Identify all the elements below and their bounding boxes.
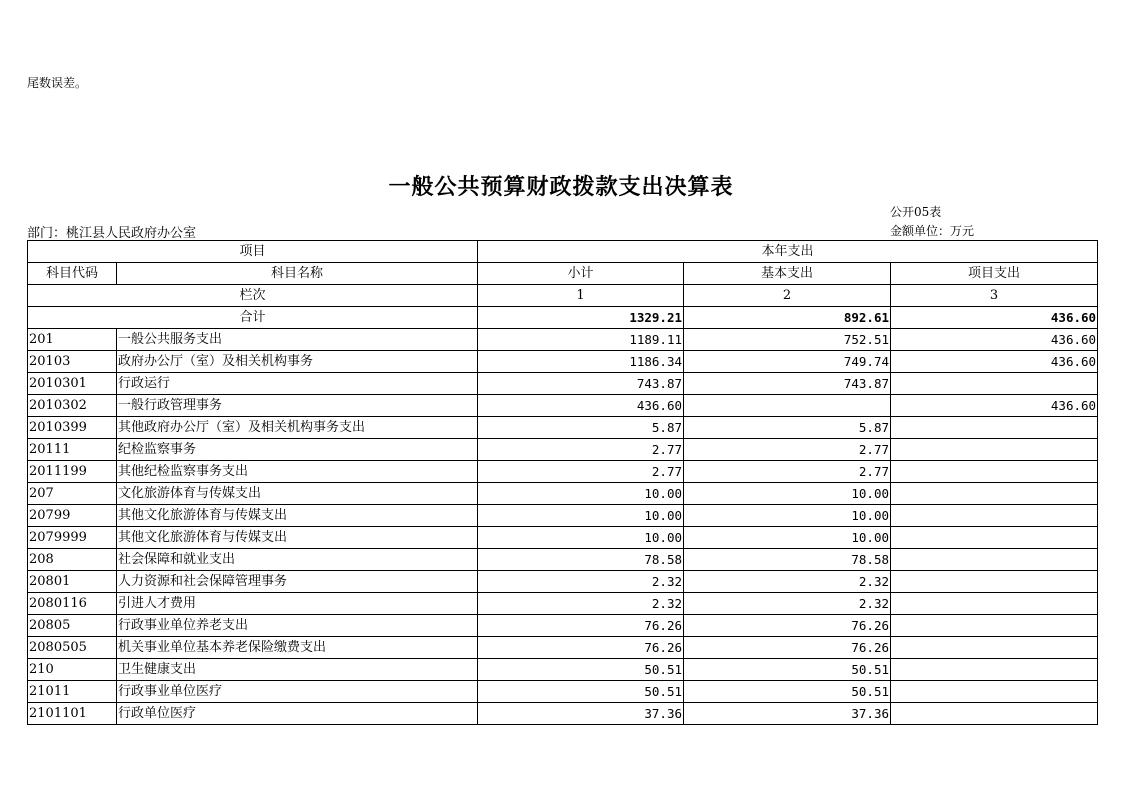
form-number: 公开05表 [890,205,942,219]
row-subtotal: 2.77 [478,439,684,461]
row-subtotal: 76.26 [478,637,684,659]
row-project [891,615,1098,637]
unit-label: 金额单位：万元 [890,224,975,238]
row-basic: 2.77 [684,461,891,483]
row-name: 其他政府办公厅（室）及相关机构事务支出 [117,417,478,439]
row-subtotal: 10.00 [478,483,684,505]
row-code: 207 [28,483,117,505]
row-name: 文化旅游体育与传媒支出 [117,483,478,505]
row-project [891,659,1098,681]
row-code: 210 [28,659,117,681]
table-row [28,439,1098,461]
column-index-3: 3 [891,285,1098,307]
row-name: 行政运行 [117,373,478,395]
header-row-2 [28,263,1098,285]
header-year-expense: 本年支出 [478,241,1098,263]
expenditure-table [27,240,1098,725]
row-name: 卫生健康支出 [117,659,478,681]
row-subtotal: 2.32 [478,571,684,593]
header-basic: 基本支出 [684,263,891,285]
row-project [891,417,1098,439]
row-basic: 76.26 [684,615,891,637]
row-code: 2011199 [28,461,117,483]
row-name: 引进人才费用 [117,593,478,615]
row-subtotal: 50.51 [478,681,684,703]
header-row-1 [28,241,1098,263]
row-subtotal: 10.00 [478,505,684,527]
row-basic: 50.51 [684,659,891,681]
row-project [891,681,1098,703]
row-name: 其他纪检监察事务支出 [117,461,478,483]
table-row [28,681,1098,703]
row-subtotal: 50.51 [478,659,684,681]
row-project [891,483,1098,505]
table-row [28,351,1098,373]
row-code: 2010302 [28,395,117,417]
table-row [28,615,1098,637]
row-project [891,703,1098,725]
table-row [28,527,1098,549]
row-basic: 37.36 [684,703,891,725]
row-name: 机关事业单位基本养老保险缴费支出 [117,637,478,659]
row-project [891,373,1098,395]
row-subtotal: 2.77 [478,461,684,483]
row-basic [684,395,891,417]
row-basic: 752.51 [684,329,891,351]
row-subtotal: 1189.11 [478,329,684,351]
table-row [28,395,1098,417]
row-basic: 743.87 [684,373,891,395]
row-code: 2080116 [28,593,117,615]
table-row [28,483,1098,505]
row-basic: 2.77 [684,439,891,461]
total-basic: 892.61 [684,307,891,329]
total-row [28,307,1098,329]
row-project: 436.60 [891,329,1098,351]
row-basic: 10.00 [684,505,891,527]
row-basic: 749.74 [684,351,891,373]
department-label: 部门：桃江县人民政府办公室 [27,226,197,241]
footnote-text: 尾数误差。 [27,76,88,90]
row-name: 行政单位医疗 [117,703,478,725]
row-code: 2010399 [28,417,117,439]
row-code: 2010301 [28,373,117,395]
row-subtotal: 10.00 [478,527,684,549]
column-index-2: 2 [684,285,891,307]
row-code: 201 [28,329,117,351]
row-name: 一般公共服务支出 [117,329,478,351]
total-label: 合计 [28,307,478,329]
row-name: 其他文化旅游体育与传媒支出 [117,505,478,527]
row-name: 人力资源和社会保障管理事务 [117,571,478,593]
table-row [28,593,1098,615]
table-row [28,505,1098,527]
row-project [891,571,1098,593]
row-basic: 76.26 [684,637,891,659]
page-title: 一般公共预算财政拨款支出决算表 [388,174,734,200]
row-subtotal: 1186.34 [478,351,684,373]
row-project [891,527,1098,549]
row-code: 20111 [28,439,117,461]
column-index-1: 1 [478,285,684,307]
header-subtotal: 小计 [478,263,684,285]
total-subtotal: 1329.21 [478,307,684,329]
row-project [891,637,1098,659]
row-code: 20799 [28,505,117,527]
row-code: 20805 [28,615,117,637]
column-index-row [28,285,1098,307]
row-name: 政府办公厅（室）及相关机构事务 [117,351,478,373]
header-code: 科目代码 [28,263,117,285]
row-subtotal: 743.87 [478,373,684,395]
row-basic: 50.51 [684,681,891,703]
row-project: 436.60 [891,395,1098,417]
row-subtotal: 76.26 [478,615,684,637]
row-name: 纪检监察事务 [117,439,478,461]
row-code: 20103 [28,351,117,373]
row-subtotal: 37.36 [478,703,684,725]
header-project: 项目支出 [891,263,1098,285]
header-name: 科目名称 [117,263,478,285]
table-row [28,703,1098,725]
row-project [891,461,1098,483]
table-row [28,571,1098,593]
row-project: 436.60 [891,351,1098,373]
row-subtotal: 436.60 [478,395,684,417]
table-row [28,329,1098,351]
row-code: 2101101 [28,703,117,725]
column-index-label: 栏次 [28,285,478,307]
row-basic: 10.00 [684,483,891,505]
row-basic: 5.87 [684,417,891,439]
row-basic: 10.00 [684,527,891,549]
row-code: 208 [28,549,117,571]
row-name: 社会保障和就业支出 [117,549,478,571]
row-project [891,439,1098,461]
row-project [891,505,1098,527]
header-item: 项目 [28,241,478,263]
row-code: 20801 [28,571,117,593]
row-code: 21011 [28,681,117,703]
row-name: 行政事业单位医疗 [117,681,478,703]
row-subtotal: 5.87 [478,417,684,439]
row-project [891,549,1098,571]
table-row [28,461,1098,483]
row-code: 2079999 [28,527,117,549]
row-subtotal: 2.32 [478,593,684,615]
row-project [891,593,1098,615]
row-code: 2080505 [28,637,117,659]
row-name: 行政事业单位养老支出 [117,615,478,637]
table-row [28,659,1098,681]
table-row [28,373,1098,395]
row-basic: 2.32 [684,593,891,615]
table-row [28,417,1098,439]
row-name: 其他文化旅游体育与传媒支出 [117,527,478,549]
table-row [28,637,1098,659]
row-basic: 2.32 [684,571,891,593]
table-row [28,549,1098,571]
row-basic: 78.58 [684,549,891,571]
row-subtotal: 78.58 [478,549,684,571]
total-project: 436.60 [891,307,1098,329]
row-name: 一般行政管理事务 [117,395,478,417]
